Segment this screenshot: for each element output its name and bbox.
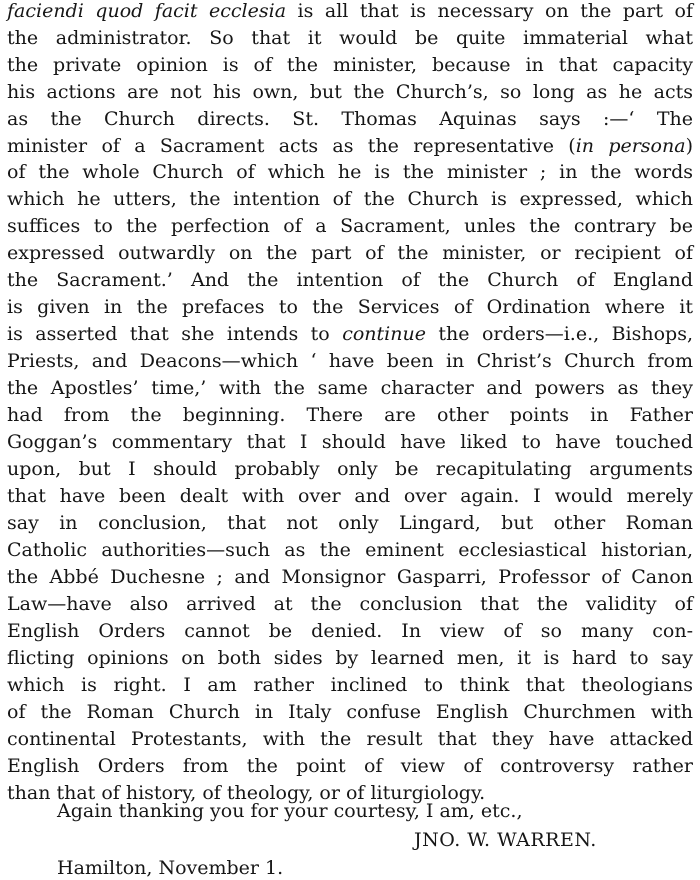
body-line-22: the Abbé Duchesne ; and Monsignor Gasparri, Professor of Canon <box>7 566 693 588</box>
body-line-29: English Orders from the point of view of controversy rather <box>7 755 693 777</box>
body-line-16: had from the beginning. There are other points in Father <box>7 404 693 426</box>
signature: JNO. W. WARREN. <box>414 829 597 851</box>
body-line-9: suffices to the perfection of a Sacrament, unles the contrary be <box>7 215 693 237</box>
body-line-15: the Apostles’ time,’ with the same character and powers as they <box>7 377 693 399</box>
latin-phrase-in-persona: in persona <box>575 135 686 157</box>
body-line-7: of the whole Church of which he is the minister ; in the words <box>7 161 693 183</box>
body-line-19: that have been dealt with over and over again. I would merely <box>7 485 693 507</box>
emphasis-continue: continue <box>342 323 426 345</box>
place-date: Hamilton, November 1. <box>57 857 284 879</box>
body-line-25: flicting opinions on both sides by learned men, it is hard to say <box>7 647 693 669</box>
body-line-17: Goggan’s commentary that I should have liked to have touched <box>7 431 693 453</box>
body-line-26: which is right. I am rather inclined to think that theologians <box>7 674 693 696</box>
latin-phrase: faciendi quod facit ecclesia <box>7 0 287 22</box>
body-line-14: Priests, and Deacons—which ‘ have been in Christ’s Church from <box>7 350 693 372</box>
body-line-28: continental Protestants, with the result that they have attacked <box>7 728 693 750</box>
body-line-8: which he utters, the intention of the Church is expressed, which <box>7 188 693 210</box>
body-line-27: of the Roman Church in Italy confuse English Churchmen with <box>7 701 693 723</box>
body-line-24: English Orders cannot be denied. In view of so many con- <box>7 620 693 642</box>
body-line-11: the Sacrament.’ And the intention of the Church of England <box>7 269 693 291</box>
closing-line: Again thanking you for your courtesy, I am, etc., <box>57 800 523 822</box>
body-line-1: faciendi quod facit ecclesia is all that is necessary on the part of <box>7 0 693 22</box>
body-line-5: as the Church directs. St. Thomas Aquinas says :—‘ The <box>7 108 693 130</box>
body-line-18: upon, but I should probably only be recapitulating arguments <box>7 458 693 480</box>
body-line-2: the administrator. So that it would be quite immaterial what <box>7 27 693 49</box>
body-line-20: say in conclusion, that not only Lingard, but other Roman <box>7 512 693 534</box>
body-line-23: Law—have also arrived at the conclusion that the validity of <box>7 593 693 615</box>
body-line-4: his actions are not his own, but the Church’s, so long as he acts <box>7 81 693 103</box>
body-line-21: Catholic authorities—such as the eminent ecclesiastical historian, <box>7 539 693 561</box>
body-line-30: than that of history, of theology, or of liturgiology. <box>7 782 486 804</box>
body-line-13: is asserted that she intends to continue the orders—i.e., Bishops, <box>7 323 694 345</box>
body-line-6: minister of a Sacrament acts as the representative (in persona) <box>7 135 693 157</box>
body-line-3: the private opinion is of the minister, because in that capacity <box>7 54 693 76</box>
body-line-12: is given in the prefaces to the Services of Ordination where it <box>7 296 693 318</box>
body-line-10: expressed outwardly on the part of the minister, or recipient of <box>7 242 693 264</box>
